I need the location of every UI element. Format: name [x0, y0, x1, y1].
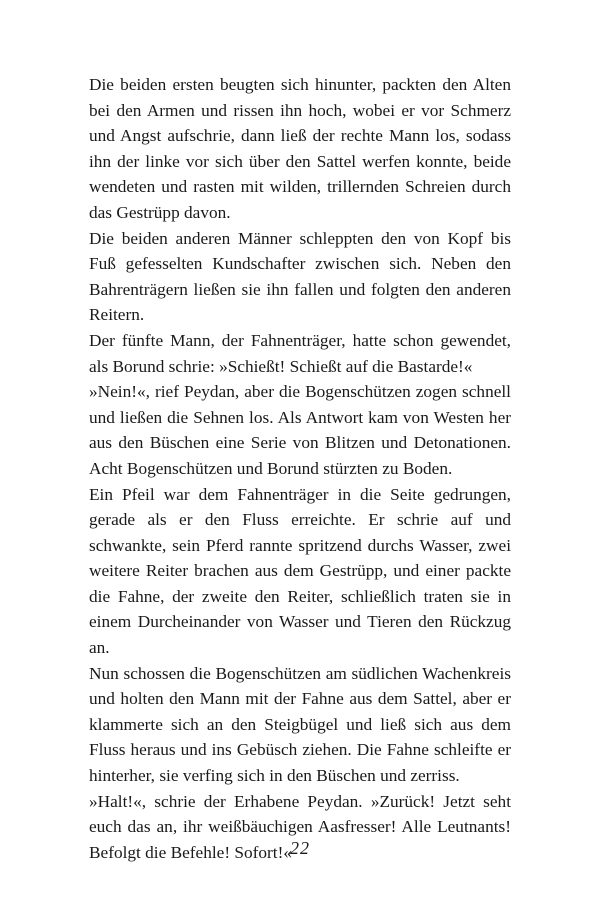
paragraph: Nun schossen die Bogenschützen am südlichen Wachenkreis und holten den Mann mit der Fahne aus dem Sattel, aber er klammerte sich an den Steigbügel und ließ sich aus dem Fluss heraus und ins Gebüsch ziehen. Die Fahne schleifte er hinterher, sie verfing sich in den Büschen und zerriss.: [89, 663, 511, 786]
page-number: 22: [290, 838, 310, 858]
paragraph: Ein Pfeil war dem Fahnenträger in die Seite gedrungen, gerade als er den Fluss erreichte. Er schrie auf und schwankte, sein Pferd rannte spritzend durchs Wasser, zwei weitere Reiter brachen aus dem Gestrüpp, und einer packte die Fahne, der zweite den Reiter, schließlich traten sie in einem Durcheinander von Wasser und Tieren den Rückzug an.: [89, 484, 511, 658]
paragraph: Der fünfte Mann, der Fahnenträger, hatte schon gewendet, als Borund schrie: »Schießt! Schießt auf die Bastarde!«: [89, 330, 511, 376]
paragraph: Die beiden anderen Männer schleppten den von Kopf bis Fuß gefesselten Kundschafter zwischen sich. Neben den Bahrenträgern ließen sie ihn fallen und folgten den anderen Reitern.: [89, 228, 511, 325]
body-text: [89, 72, 511, 865]
paragraph: »Halt!«, schrie der Erhabene Peydan. »Zurück! Jetzt seht euch das an, ihr weißbäuchigen Aasfresser! Alle Leutnants! Befolgt die Befehle! Sofort!«: [89, 791, 511, 862]
paragraph: »Nein!«, rief Peydan, aber die Bogenschützen zogen schnell und ließen die Sehnen los. Als Antwort kam von Westen her aus den Büschen eine Serie von Blitzen und Detonationen. Acht Bogenschützen und Borund stürzten zu Boden.: [89, 382, 511, 478]
paragraph: Die beiden ersten beugten sich hinunter, packten den Alten bei den Armen und rissen ihn hoch, wobei er vor Schmerz und Angst aufschrie, dann ließ der rechte Mann los, sodass ihn der linke vor sich über den Sattel werfen konnte, beide wendeten und rasten mit wilden, trillernden Schreien durch das Gestrüpp davon.: [89, 75, 511, 222]
